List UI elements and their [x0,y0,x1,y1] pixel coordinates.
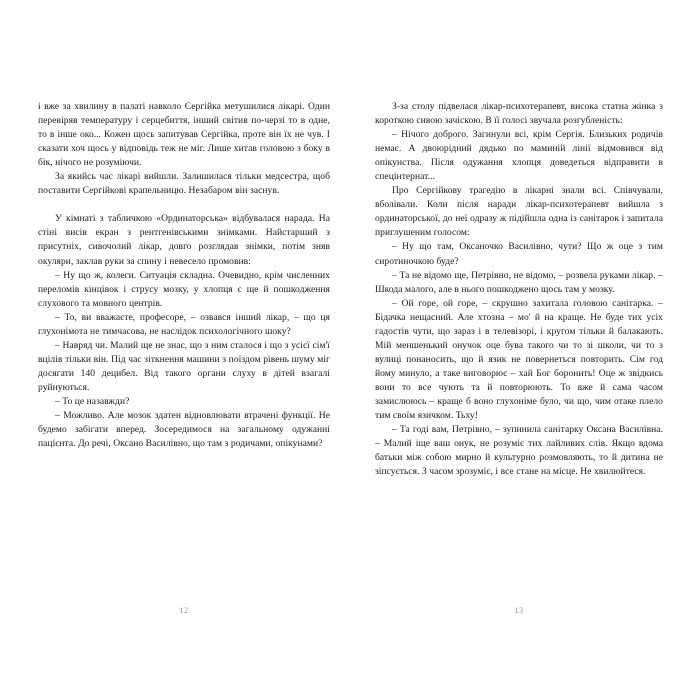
page-number-left: 12 [179,606,189,615]
paragraph: За якийсь час лікарі вийшли. Залишилася тільки медсестра, щоб поставити Сергійкові крапельницю. Незабаром він заснув. [38,171,330,197]
paragraph: З-за столу підвелася лікар-психотерапевт, висока статна жінка з короткою сивою зачіскою. В її голосі звучала розгубленість: [375,101,663,127]
paragraph: – Нічого доброго. Загинули всі, крім Сергія. Близьких родичів немає. А двоюрідний дядько по маминій лінії відмовився від опікунства. Після одужання хлопця доведеться відправити в спецінтернат... [375,129,663,183]
paragraph: – То, ви вважаєте, професоре, – озвався інший лікар, – що ця глухонімота не тимчасова, не наслідок психологічного шоку? [38,311,330,337]
paragraph: – Ну що ж, колеги. Ситуація складна. Очевидно, крім численних переломів кінцівок і струсу мозку, у хлопця є ще й пошкодження слухового та мовного центрів. [38,269,330,309]
right-page [350,0,700,700]
paragraph: і вже за хвилину в палаті навколо Сергійка метушилися лікарі. Один перевіряв температуру і серцебиття, інший світив по-черзі то в одне, то в інше око... Кожен щось запитував Сергійка, проте він їх не чув. І сказати хоч щось у відповідь теж не міг. Лише хитав головою з боку в бік, нічого не розуміючи. [38,101,330,169]
left-page-text-column [38,100,330,451]
paragraph: – Можливо. Але мозок здатен відновлювати втрачені функції. Не будемо забігати вперед. Зосередимося на загальному одужанні пацієнта. До речі, Оксано Василівно, що там з родичами, опікунами? [38,410,330,450]
paragraph: – Ну що там, Оксаночко Василівно, чути? Що ж оце з тим сиротиночкою буде? [375,241,663,267]
paragraph: – Навряд чи. Малий ще не знає, що з ним сталося і що з усієї сім'ї вцілів тільки він. Під час зіткнення машини з поїздом рівень шуму міг досягати 140 децибел. Від такого органи слуху в дітей взагалі руйнуються. [38,339,330,393]
paragraph: Про Сергійкову трагедію в лікарні знали всі. Співчували, вболівали. Коли після наради лікар-психотерапевт вийшла з ординаторської, до неї одразу ж підійшла одна із санітарок і запитала приглушеним голосом: [375,185,663,239]
paragraph: – То це назавжди? [55,395,130,407]
right-page-text-column [375,100,663,479]
paragraph: У кімнаті з табличкою «Ординаторська» відбувалася нарада. На стіні висів екран з рентгенівськими знімками. Найстарший з присутніх, сивочолий лікар, довго розглядав знімки, потім зняв окуляри, заклав руки за спину і невесело промовив: [38,213,330,267]
paragraph: – Та не відомо ще, Петрівно, не відомо, – розвела руками лікар. – Шкода малого, але в нього пошкоджено щось там у мозку. [375,269,663,295]
paragraph: – Ой горе, ой горе, – скрушно захитала головою санітарка. – Бідачка нещасний. Але хтозна – мо' й на краще. Не буде тих усіх гадостів чути, що зараз і в телевізорі, і кругом тільки й балакають. Мій меншенький онучок оце бува такого чи то зі школи, чи то з вулиці понаносить, що й язик не повернеться повторить. Сім год йому минуло, а таке виговорює – хай Бог боронить! Оце ж звідкись вони то все чують та й повторюють. То вже й сама часом замислююсь – краще б воно глухоніме було, чи що, чим отаке плело тим своїм язичком. Тьху! [375,297,663,422]
paragraph: – Та годі вам, Петрівно, – зупинила санітарку Оксана Василівна. – Малий іще ваш онук, не розуміє тих лайливих слів. Якщо вдома батьки між собою мирно й культурно розмовляють, то й дитина не зіпсується. З часом зрозуміє, і все стане на місце. Не хвилюйтеся. [375,424,663,478]
page-number-right: 13 [514,606,524,615]
